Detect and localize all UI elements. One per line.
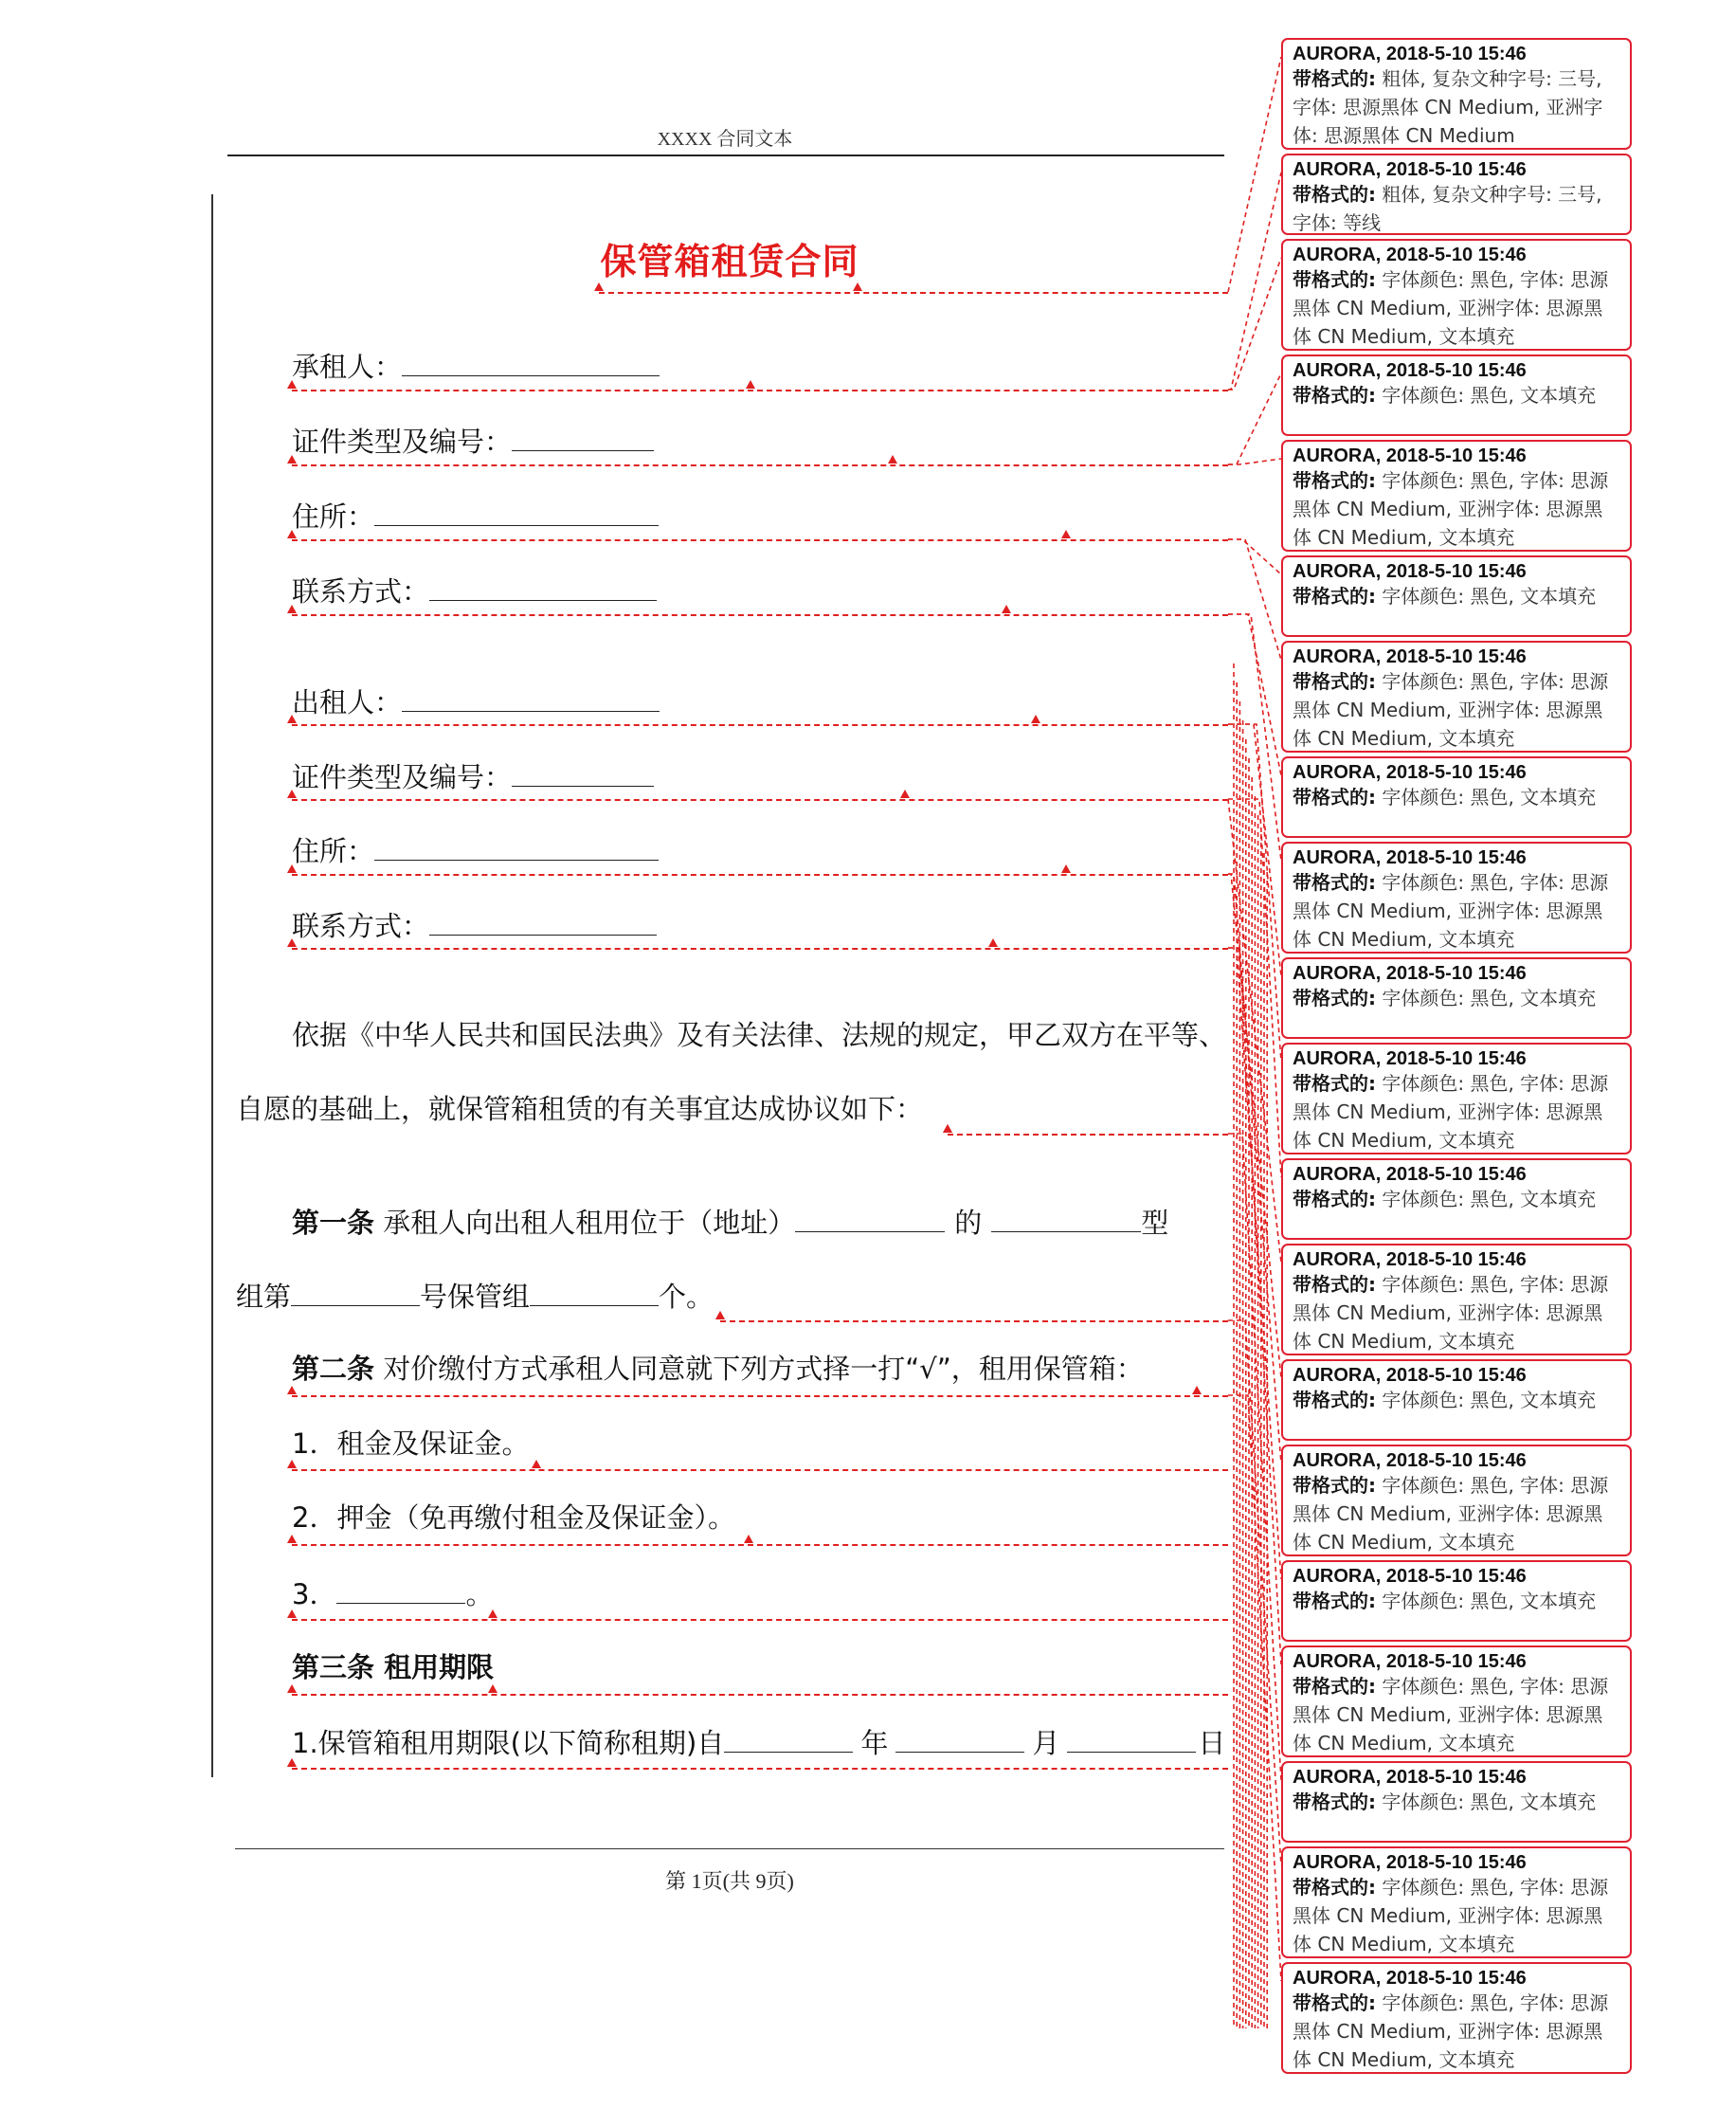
lessor-id-label: 证件类型及编号：: [292, 761, 513, 793]
lessor-contact-label: 联系方式：: [292, 910, 430, 942]
comment-body: 粗体, 复杂文种字号: 三号, 字体: 等线: [1293, 183, 1602, 234]
revision-marker-icon: [287, 605, 297, 613]
comment-label: 带格式的:: [1293, 1072, 1376, 1095]
comment-author-timestamp: AURORA, 2018-5-10 15:46: [1293, 1566, 1527, 1587]
comment-connector-line: [1228, 614, 1281, 775]
comment-text: [1293, 1672, 1620, 1757]
article-2-option-3-prefix: 3．: [292, 1578, 337, 1610]
comment-label: 带格式的:: [1293, 585, 1376, 608]
comment-author-timestamp: AURORA, 2018-5-10 15:46: [1293, 646, 1527, 667]
comment-balloon[interactable]: [1281, 555, 1632, 637]
comment-balloon[interactable]: [1281, 154, 1632, 235]
comment-author-timestamp: AURORA, 2018-5-10 15:46: [1293, 1249, 1527, 1270]
lessee-contact-label: 联系方式：: [292, 575, 430, 608]
revision-marker-icon: [287, 380, 297, 389]
comment-label: 带格式的:: [1293, 1675, 1376, 1698]
comment-label: 带格式的:: [1293, 871, 1376, 894]
lessor-name-line[interactable]: [292, 682, 660, 720]
comment-balloon[interactable]: [1281, 239, 1632, 351]
revision-marker-icon: [287, 1386, 297, 1394]
revision-marker-icon: [287, 715, 297, 723]
revision-dash-line: [292, 1395, 1228, 1397]
comment-label: 带格式的:: [1293, 268, 1376, 291]
comment-body: 字体颜色: 黑色, 文本填充: [1376, 987, 1597, 1009]
comment-connector-line: [1228, 799, 1281, 1177]
comment-label: 带格式的:: [1293, 1991, 1376, 2014]
lessee-address-label: 住所：: [292, 500, 375, 533]
comment-text: [1293, 1873, 1620, 1958]
article-3-head: 第三条 租用期限: [292, 1651, 495, 1683]
revision-marker-icon: [532, 1460, 541, 1468]
lessor-name-field[interactable]: [402, 682, 660, 712]
comment-label: 带格式的:: [1293, 670, 1376, 693]
article-2-head: 第二条: [292, 1353, 375, 1385]
lessor-name-label: 出租人：: [292, 686, 403, 718]
comment-label: 带格式的:: [1293, 1590, 1376, 1612]
day-label: 日: [1198, 1727, 1226, 1759]
comment-label: 带格式的:: [1293, 469, 1376, 492]
comment-text: [1293, 1270, 1620, 1355]
article-2-option-3-suffix: 。: [465, 1578, 494, 1610]
comment-balloon[interactable]: [1281, 1244, 1632, 1355]
comment-balloon[interactable]: [1281, 641, 1632, 753]
lessor-contact-field[interactable]: [429, 906, 657, 936]
article-1-head: 第一条: [292, 1207, 375, 1239]
comment-body: 字体颜色: 黑色, 文本填充: [1376, 1590, 1597, 1612]
lessor-address-line[interactable]: [292, 831, 659, 869]
comment-text: [1293, 1471, 1620, 1556]
revision-dash-line: [948, 1134, 1228, 1136]
revision-dash-line: [292, 874, 1228, 876]
revision-dash-line: [292, 390, 1228, 391]
comment-connector-line: [1228, 614, 1281, 861]
revision-marker-icon: [1061, 530, 1071, 538]
comment-author-timestamp: AURORA, 2018-5-10 15:46: [1293, 847, 1527, 868]
comment-body: 字体颜色: 黑色, 字体: 思源黑体 CN Medium, 亚洲字体: 思源黑体 CN Medium, 文本填充: [1293, 1876, 1609, 1955]
lessee-name-label: 承租人：: [292, 351, 403, 383]
article-1-text-a: 承租人向出租人租用位于（地址）: [383, 1207, 796, 1239]
revision-marker-icon: [1031, 715, 1040, 723]
comment-connector-line: [1228, 799, 1281, 1263]
comment-body: 字体颜色: 黑色, 字体: 思源黑体 CN Medium, 亚洲字体: 思源黑体 CN Medium, 文本填充: [1293, 670, 1609, 750]
comment-author-timestamp: AURORA, 2018-5-10 15:46: [1293, 445, 1527, 466]
comment-body: 字体颜色: 黑色, 字体: 思源黑体 CN Medium, 亚洲字体: 思源黑体 CN Medium, 文本填充: [1293, 1072, 1609, 1152]
article-3-clause-1-text: 1.保管箱租用期限(以下简称租期)自: [292, 1727, 725, 1759]
change-bar: [211, 194, 213, 1777]
lessee-address-field[interactable]: [374, 497, 659, 526]
comment-balloon[interactable]: [1281, 1043, 1632, 1154]
comment-connector-line: [1228, 373, 1281, 464]
comment-body: 字体颜色: 黑色, 文本填充: [1376, 1188, 1597, 1210]
page-header: XXXX 合同文本: [657, 129, 793, 150]
article-1-type-field[interactable]: [991, 1203, 1141, 1232]
comment-author-timestamp: AURORA, 2018-5-10 15:46: [1293, 762, 1527, 783]
comment-body: 字体颜色: 黑色, 字体: 思源黑体 CN Medium, 亚洲字体: 思源黑体 CN Medium, 文本填充: [1293, 871, 1609, 951]
lessor-id-field[interactable]: [512, 757, 654, 787]
comment-text: [1293, 64, 1620, 150]
comment-connector-line: [1228, 948, 1281, 1579]
comment-text: [1293, 265, 1620, 351]
revision-dash-line: [599, 292, 1228, 294]
revision-dash-line: [292, 614, 1228, 616]
article-1-text-c: 型: [1141, 1207, 1169, 1239]
comment-author-timestamp: AURORA, 2018-5-10 15:46: [1293, 1651, 1527, 1672]
comment-body: 粗体, 复杂文种字号: 三号, 字体: 思源黑体 CN Medium, 亚洲字体: 思源黑体 CN Medium: [1293, 67, 1603, 147]
revision-marker-icon: [287, 864, 297, 873]
article-1-line2-c: 个。: [659, 1281, 714, 1313]
comment-author-timestamp: AURORA, 2018-5-10 15:46: [1293, 561, 1527, 582]
lessee-id-field[interactable]: [512, 422, 654, 451]
comment-connector-line: [1228, 874, 1281, 1463]
comment-label: 带格式的:: [1293, 183, 1376, 206]
comment-connector-line: [1228, 1134, 1281, 1780]
comment-author-timestamp: AURORA, 2018-5-10 15:46: [1293, 1852, 1527, 1873]
comment-label: 带格式的:: [1293, 1474, 1376, 1497]
comment-body: 字体颜色: 黑色, 文本填充: [1376, 384, 1597, 407]
comment-balloon[interactable]: [1281, 1761, 1632, 1843]
comment-body: 字体颜色: 黑色, 字体: 思源黑体 CN Medium, 亚洲字体: 思源黑体 CN Medium, 文本填充: [1293, 1273, 1609, 1353]
comment-balloon[interactable]: [1281, 1962, 1632, 2074]
comment-balloon[interactable]: [1281, 1560, 1632, 1642]
comment-connector-line: [1228, 874, 1281, 1378]
month-label: 月: [1032, 1727, 1060, 1759]
comment-balloon[interactable]: [1281, 756, 1632, 838]
revision-dash-line: [292, 724, 1228, 726]
comment-connector-line: [1228, 539, 1281, 660]
revision-marker-icon: [594, 282, 604, 291]
revision-marker-icon: [1192, 1386, 1202, 1394]
lessee-name-line[interactable]: [292, 347, 660, 385]
comment-text: [1293, 180, 1620, 237]
revision-dash-line: [292, 1544, 1228, 1546]
comment-label: 带格式的:: [1293, 1273, 1376, 1296]
comment-connector-line: [1228, 459, 1281, 464]
comment-balloon[interactable]: [1281, 38, 1632, 150]
comment-text: [1293, 1587, 1620, 1615]
article-1-line2-b: 号保管组: [420, 1281, 531, 1313]
revision-dash-line: [292, 799, 1228, 801]
article-1-text-b: 的: [954, 1207, 983, 1239]
comment-author-timestamp: AURORA, 2018-5-10 15:46: [1293, 1365, 1527, 1386]
comment-balloon[interactable]: [1281, 1846, 1632, 1958]
revision-marker-icon: [287, 1758, 297, 1767]
document-title[interactable]: 保管箱租赁合同: [600, 241, 859, 282]
page-footer: 第 1页(共 9页): [665, 1869, 794, 1893]
comment-connector-line: [1228, 724, 1281, 976]
preamble-line-1: 依据《中华人民共和国民法典》及有关法律、法规的规定，甲乙双方在平等、: [292, 1019, 1227, 1051]
lessor-contact-line[interactable]: [292, 906, 657, 944]
comment-connector-line: [1228, 539, 1281, 574]
revision-marker-icon: [287, 790, 297, 798]
comment-balloon[interactable]: [1281, 440, 1632, 552]
comment-text: [1293, 984, 1620, 1012]
start-day-field[interactable]: [1067, 1723, 1196, 1753]
article-1-line-1: [292, 1203, 1168, 1241]
header-rule: [227, 155, 1224, 156]
revision-dash-line: [720, 1320, 1228, 1322]
comment-body: 字体颜色: 黑色, 字体: 思源黑体 CN Medium, 亚洲字体: 思源黑体 CN Medium, 文本填充: [1293, 268, 1609, 348]
comment-author-timestamp: AURORA, 2018-5-10 15:46: [1293, 360, 1527, 381]
comment-text: [1293, 868, 1620, 954]
start-month-field[interactable]: [895, 1723, 1024, 1753]
comment-body: 字体颜色: 黑色, 字体: 思源黑体 CN Medium, 亚洲字体: 思源黑体 CN Medium, 文本填充: [1293, 1675, 1609, 1754]
article-1-address-field[interactable]: [795, 1203, 945, 1232]
comment-balloon[interactable]: [1281, 1359, 1632, 1441]
lessee-contact-field[interactable]: [429, 572, 657, 601]
comment-author-timestamp: AURORA, 2018-5-10 15:46: [1293, 159, 1527, 180]
comment-author-timestamp: AURORA, 2018-5-10 15:46: [1293, 44, 1527, 64]
footer-rule: [235, 1848, 1224, 1849]
lessor-address-label: 住所：: [292, 835, 375, 867]
revision-marker-icon: [287, 1535, 297, 1543]
comment-connector-line: [1228, 57, 1281, 292]
comment-text: [1293, 667, 1620, 753]
comment-balloon-pane: [1281, 38, 1637, 2071]
revision-marker-icon: [287, 455, 297, 464]
comment-body: 字体颜色: 黑色, 文本填充: [1376, 1791, 1597, 1813]
revision-marker-icon: [287, 938, 297, 947]
comment-author-timestamp: AURORA, 2018-5-10 15:46: [1293, 1164, 1527, 1185]
comment-author-timestamp: AURORA, 2018-5-10 15:46: [1293, 1767, 1527, 1788]
comment-body: 字体颜色: 黑色, 文本填充: [1376, 1389, 1597, 1411]
comment-author-timestamp: AURORA, 2018-5-10 15:46: [1293, 1968, 1527, 1989]
start-year-field[interactable]: [724, 1723, 853, 1753]
revision-marker-icon: [488, 1684, 497, 1693]
comment-body: 字体颜色: 黑色, 文本填充: [1376, 786, 1597, 809]
lessee-id-label: 证件类型及编号：: [292, 426, 513, 458]
revision-marker-icon: [943, 1124, 952, 1133]
comment-text: [1293, 466, 1620, 552]
comment-balloon[interactable]: [1281, 842, 1632, 954]
comment-connector-line: [1228, 1320, 1281, 1865]
comment-text: [1293, 1788, 1620, 1816]
comment-connector-line: [1228, 948, 1281, 1664]
revision-dash-line: [292, 1619, 1228, 1621]
revision-marker-icon: [287, 1460, 297, 1468]
comment-label: 带格式的:: [1293, 786, 1376, 809]
comment-connector-line: [1228, 258, 1281, 390]
revision-dash-line: [292, 1694, 1228, 1696]
comment-balloon[interactable]: [1281, 354, 1632, 436]
comment-label: 带格式的:: [1293, 1791, 1376, 1813]
article-1-line2-a: 组第: [236, 1281, 292, 1313]
comment-balloon[interactable]: [1281, 957, 1632, 1039]
revision-marker-icon: [488, 1609, 497, 1618]
comment-body: 字体颜色: 黑色, 字体: 思源黑体 CN Medium, 亚洲字体: 思源黑体 CN Medium, 文本填充: [1293, 1991, 1609, 2071]
comment-text: [1293, 783, 1620, 811]
preamble-line-2: 自愿的基础上，就保管箱租赁的有关事宜达成协议如下：: [236, 1093, 924, 1125]
revision-dash-line: [292, 539, 1228, 541]
revision-dash-line: [292, 464, 1228, 466]
comment-label: 带格式的:: [1293, 1188, 1376, 1210]
comment-author-timestamp: AURORA, 2018-5-10 15:46: [1293, 1048, 1527, 1069]
article-2-option-1[interactable]: 1．租金及保证金。: [292, 1427, 530, 1460]
revision-marker-icon: [715, 1311, 725, 1319]
comment-body: 字体颜色: 黑色, 字体: 思源黑体 CN Medium, 亚洲字体: 思源黑体 CN Medium, 文本填充: [1293, 469, 1609, 549]
revision-marker-icon: [853, 282, 862, 291]
comment-text: [1293, 1185, 1620, 1213]
article-2-option-3-field[interactable]: [336, 1574, 465, 1604]
revision-marker-icon: [287, 1684, 297, 1693]
comment-body: 字体颜色: 黑色, 字体: 思源黑体 CN Medium, 亚洲字体: 思源黑体 CN Medium, 文本填充: [1293, 1474, 1609, 1554]
comment-label: 带格式的:: [1293, 987, 1376, 1009]
comment-text: [1293, 582, 1620, 610]
comment-balloon[interactable]: [1281, 1158, 1632, 1240]
article-2-line: [292, 1351, 1144, 1387]
year-label: 年: [860, 1727, 889, 1759]
revision-dash-line: [292, 1469, 1228, 1471]
article-1-box-count-field[interactable]: [530, 1277, 659, 1306]
comment-balloon[interactable]: [1281, 1645, 1632, 1757]
revision-marker-icon: [287, 1609, 297, 1618]
comment-connector-line: [1228, 173, 1281, 390]
article-2-option-3[interactable]: [292, 1574, 493, 1612]
comment-author-timestamp: AURORA, 2018-5-10 15:46: [1293, 1450, 1527, 1471]
revision-dash-line: [292, 948, 1228, 950]
article-2-option-2[interactable]: 2．押金（免再缴付租金及保证金）。: [292, 1501, 735, 1534]
revision-marker-icon: [900, 790, 910, 798]
comment-text: [1293, 1989, 1620, 2074]
comment-connector-line: [1228, 724, 1281, 1062]
comment-text: [1293, 1069, 1620, 1154]
article-2-text: 对价缴付方式承租人同意就下列方式择一打“√”，租用保管箱：: [383, 1353, 1144, 1385]
revision-marker-icon: [888, 455, 897, 464]
article-1-line-2: [236, 1277, 714, 1315]
lessee-name-field[interactable]: [402, 347, 660, 376]
article-1-box-number-field[interactable]: [291, 1277, 420, 1306]
comment-author-timestamp: AURORA, 2018-5-10 15:46: [1293, 245, 1527, 265]
revision-marker-icon: [744, 1535, 753, 1543]
comment-author-timestamp: AURORA, 2018-5-10 15:46: [1293, 963, 1527, 984]
comment-connector-line: [1228, 1395, 1281, 1981]
comment-label: 带格式的:: [1293, 1389, 1376, 1411]
comment-text: [1293, 1386, 1620, 1414]
revision-marker-icon: [746, 380, 755, 389]
lessor-address-field[interactable]: [374, 831, 659, 861]
comment-balloon[interactable]: [1281, 1445, 1632, 1556]
revision-marker-icon: [287, 530, 297, 538]
lessee-id-line[interactable]: [292, 422, 654, 460]
lessee-contact-line[interactable]: [292, 572, 657, 609]
comment-text: [1293, 381, 1620, 409]
lessee-address-line[interactable]: [292, 497, 659, 535]
article-3-clause-1: [292, 1723, 1225, 1761]
revision-marker-icon: [1061, 864, 1071, 873]
revision-marker-icon: [1002, 605, 1011, 613]
lessor-id-line[interactable]: [292, 757, 654, 795]
comment-label: 带格式的:: [1293, 67, 1376, 90]
comment-label: 带格式的:: [1293, 1876, 1376, 1899]
revision-dash-line: [292, 1768, 1228, 1770]
comment-label: 带格式的:: [1293, 384, 1376, 407]
revision-marker-icon: [988, 938, 998, 947]
comment-body: 字体颜色: 黑色, 文本填充: [1376, 585, 1597, 608]
